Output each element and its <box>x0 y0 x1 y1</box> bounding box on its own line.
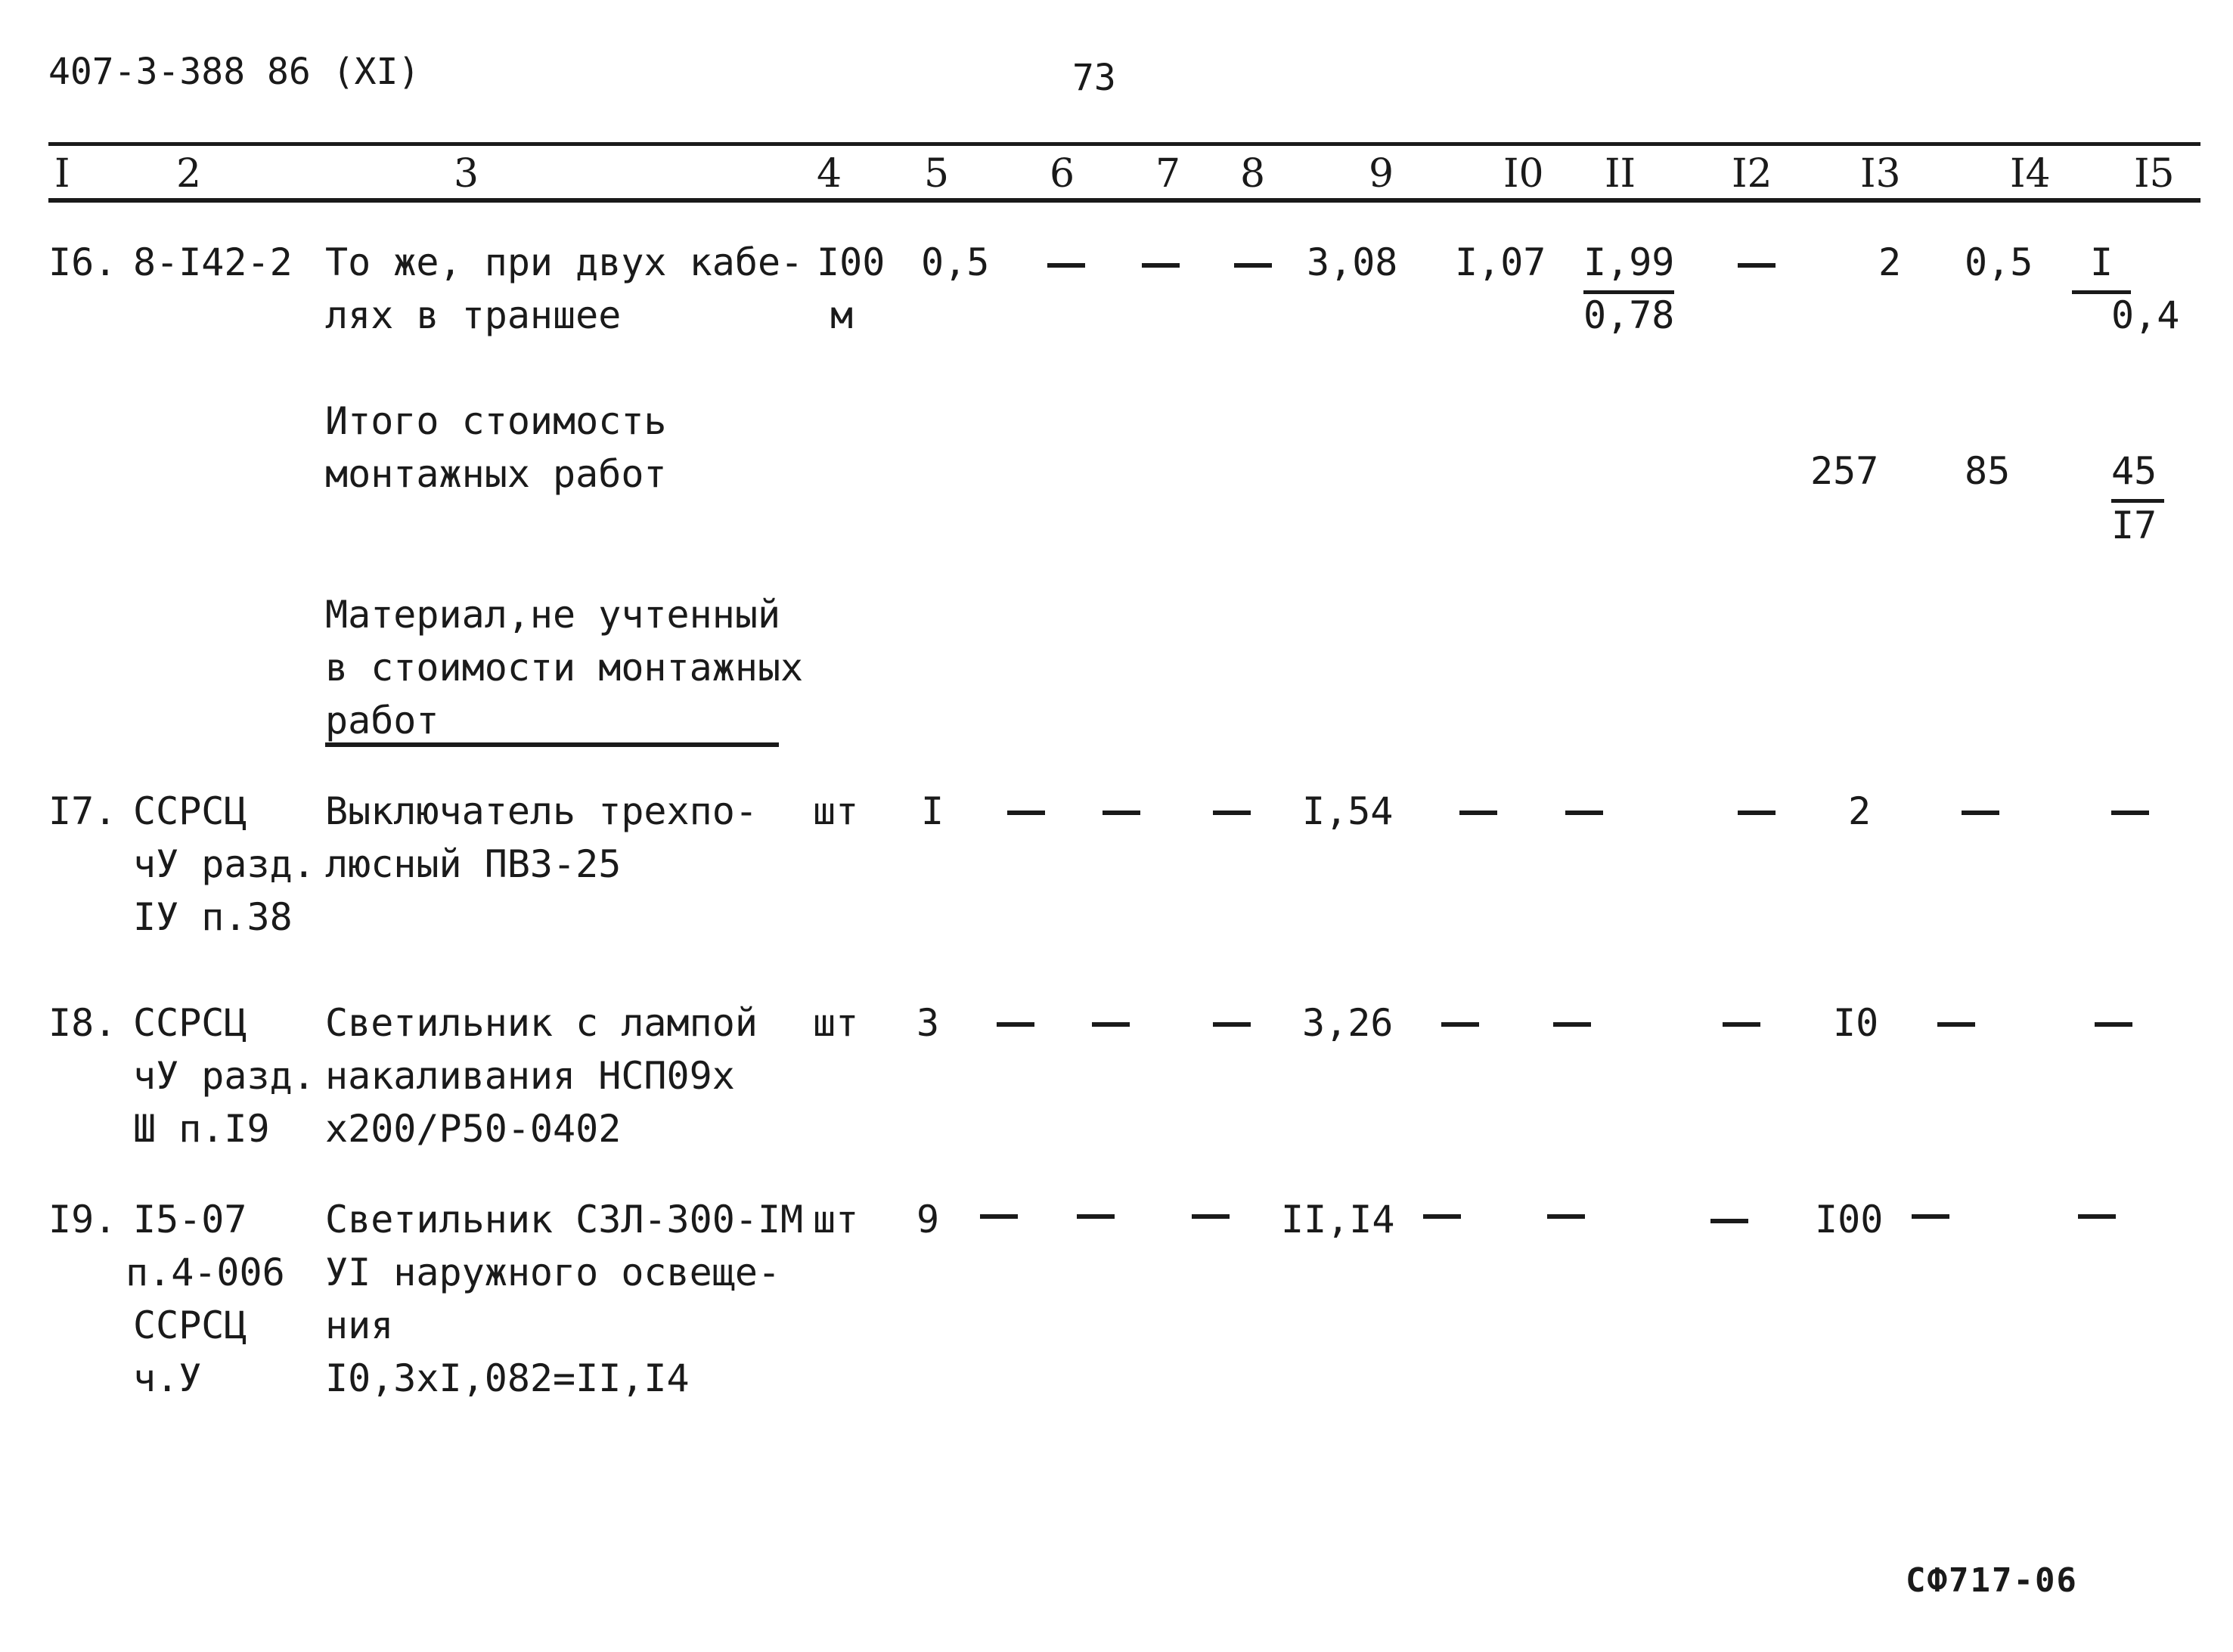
dash-col6 <box>1047 263 1085 268</box>
cell-col15-denominator: 0,4 <box>2111 293 2180 337</box>
row-code: I5-07 <box>133 1198 247 1241</box>
dash-col7 <box>1092 1022 1130 1027</box>
cell-col13: 2 <box>1878 240 1902 284</box>
cell-col5: 3 <box>916 1001 940 1045</box>
cell-col13: I0 <box>1833 1001 1879 1045</box>
row-code: ч.У <box>133 1356 202 1400</box>
col-header-4: 4 <box>817 151 842 197</box>
row-code: ССРСЦ <box>133 1001 247 1045</box>
materials-label-line: Материал,не учтенный <box>325 593 781 637</box>
total-label-line: Итого стоимость <box>325 399 667 443</box>
dash-col12 <box>1723 1022 1760 1027</box>
dash-col12 <box>1738 811 1776 815</box>
col-header-6: 6 <box>1050 151 1075 197</box>
dash-col12 <box>1710 1219 1748 1223</box>
dash-col7 <box>1142 263 1180 268</box>
cell-col10: I,07 <box>1455 240 1546 284</box>
row-name-line: Выключатель трехпо- <box>325 789 758 833</box>
cell-col9: 3,26 <box>1302 1001 1394 1045</box>
row-name-line: Светильник с лампой <box>325 1001 758 1045</box>
row-name-line: УI наружного освеще- <box>325 1251 781 1294</box>
col-header-15: I5 <box>2134 151 2175 197</box>
document-code: 407-3-388 86 (XI) <box>48 51 420 93</box>
col-header-13: I3 <box>1860 151 1901 197</box>
materials-label-line: в стоимости монтажных <box>325 646 804 690</box>
table-top-rule <box>48 142 2200 146</box>
page-number: 73 <box>1072 57 1116 99</box>
dash-col7 <box>1103 811 1140 815</box>
dash-col15 <box>2111 811 2149 815</box>
dash-col11 <box>1553 1022 1591 1027</box>
dash-col6 <box>980 1214 1018 1219</box>
cell-col5: 9 <box>916 1198 940 1241</box>
dash-col11 <box>1547 1214 1585 1219</box>
row-unit: шт <box>813 1198 859 1241</box>
dash-col8 <box>1213 811 1251 815</box>
cell-col5: 0,5 <box>921 240 990 284</box>
row-number: I9. <box>48 1198 117 1241</box>
row-code: Ш п.I9 <box>133 1107 270 1151</box>
row-code: п.4-006 <box>126 1251 285 1294</box>
row-code: 8-I42-2 <box>133 240 293 284</box>
row-name-line: лях в траншее <box>325 293 622 337</box>
row-number: I7. <box>48 789 117 833</box>
row-code: ССРСЦ <box>133 1303 247 1347</box>
col-header-9: 9 <box>1369 151 1394 197</box>
row-code: ССРСЦ <box>133 789 247 833</box>
dash-col8 <box>1234 263 1272 268</box>
archive-stamp: СФ717-06 <box>1906 1561 2078 1600</box>
total-label-line: монтажных работ <box>325 452 667 496</box>
row-unit: м <box>830 293 854 337</box>
col-header-1: I <box>54 151 70 197</box>
col-header-12: I2 <box>1732 151 1772 197</box>
row-number: I8. <box>48 1001 117 1045</box>
dash-col14 <box>1937 1022 1975 1027</box>
cell-col5: I <box>921 789 944 833</box>
row-name-line: ния <box>325 1303 394 1347</box>
cell-col11-denominator: 0,78 <box>1583 293 1675 337</box>
row-unit: шт <box>813 789 859 833</box>
dash-col11 <box>1565 811 1603 815</box>
row-name-line: I0,3хI,082=II,I4 <box>325 1356 690 1400</box>
dash-col8 <box>1213 1022 1251 1027</box>
row-code: чУ разд. <box>133 1054 315 1098</box>
row-number: I6. <box>48 240 117 284</box>
cell-col9: II,I4 <box>1281 1198 1395 1241</box>
cell-col14: 0,5 <box>1965 240 2033 284</box>
dash-col6 <box>1007 811 1045 815</box>
dash-col10 <box>1459 811 1497 815</box>
dash-col14 <box>1962 811 1999 815</box>
cell-col15-numerator: I <box>2072 236 2131 294</box>
cell-col13: 2 <box>1848 789 1872 833</box>
col-header-11: II <box>1605 151 1636 197</box>
cell-col13: I00 <box>1815 1198 1884 1241</box>
dash-col10 <box>1441 1022 1479 1027</box>
row-name-line: люсный ПВЗ-25 <box>325 842 622 886</box>
col-header-10: I0 <box>1503 151 1544 197</box>
col-header-5: 5 <box>924 151 950 197</box>
dash-col8 <box>1192 1214 1230 1219</box>
dash-col7 <box>1077 1214 1115 1219</box>
cell-col9: I,54 <box>1302 789 1394 833</box>
dash-col12 <box>1738 263 1776 268</box>
col-header-2: 2 <box>176 151 202 197</box>
col-header-8: 8 <box>1240 151 1266 197</box>
dash-col15 <box>2095 1022 2132 1027</box>
row-unit: шт <box>813 1001 859 1045</box>
row-code: IУ п.38 <box>133 895 293 939</box>
row-code: чУ разд. <box>133 842 315 886</box>
cell-col14: 85 <box>1965 449 2011 493</box>
cell-col9: 3,08 <box>1307 240 1398 284</box>
materials-label-line: работ <box>325 699 439 742</box>
cell-col11-numerator: I,99 <box>1583 236 1674 294</box>
row-name-line: накаливания НСП09х <box>325 1054 735 1098</box>
cell-col15-denominator: I7 <box>2111 504 2157 547</box>
dash-col15 <box>2078 1214 2116 1219</box>
row-name-line: х200/Р50-0402 <box>325 1107 622 1151</box>
materials-underline <box>325 742 779 747</box>
dash-col14 <box>1912 1214 1949 1219</box>
dash-col6 <box>997 1022 1034 1027</box>
row-unit: I00 <box>817 240 885 284</box>
cell-col15-numerator: 45 <box>2111 445 2164 503</box>
row-name-line: То же, при двух кабе- <box>325 240 804 284</box>
cell-col13: 257 <box>1810 449 1879 493</box>
col-header-7: 7 <box>1155 151 1181 197</box>
col-header-14: I4 <box>2010 151 2051 197</box>
dash-col10 <box>1423 1214 1461 1219</box>
row-name-line: Светильник СЗЛ-300-IМ <box>325 1198 804 1241</box>
col-header-3: 3 <box>454 151 479 197</box>
